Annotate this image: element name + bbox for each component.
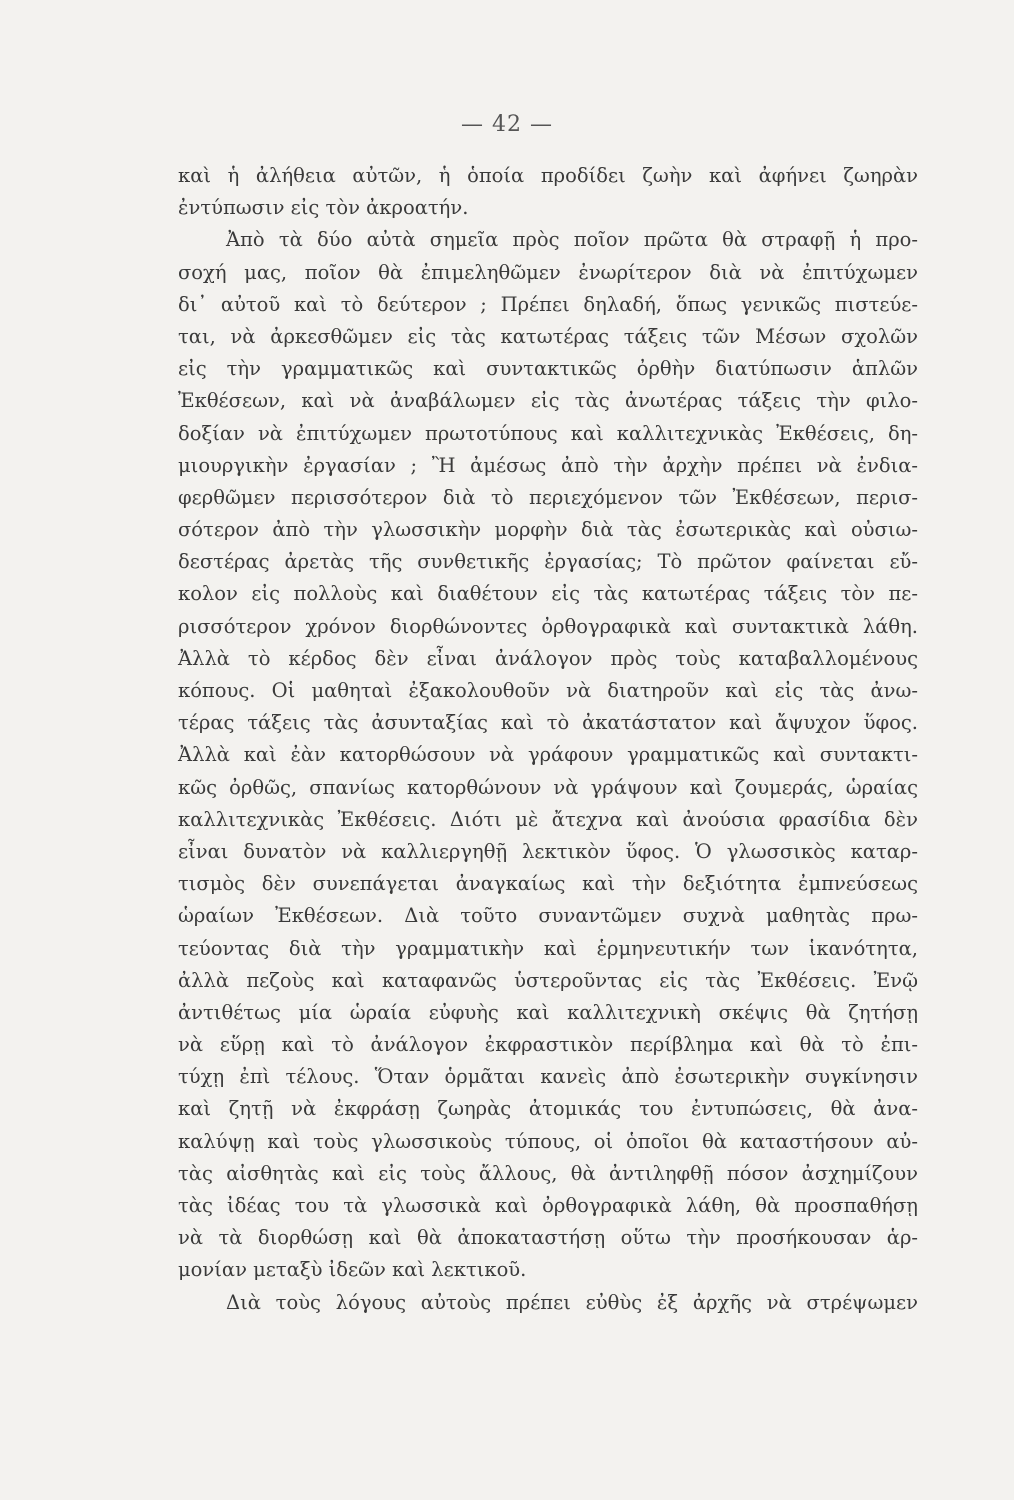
text-line: τὰς αἰσθητὰς καὶ εἰς τοὺς ἄλλους, θὰ ἀντιληφθῇ πόσον ἀσχημίζουν [178, 1161, 918, 1185]
text-line: νὰ τὰ διορθώσῃ καὶ θὰ ἀποκαταστήσῃ οὕτω τὴν προσήκουσαν ἁρ- [178, 1226, 918, 1250]
text-line: κολον εἰς πολλοὺς καὶ διαθέτουν εἰς τὰς κατωτέρας τάξεις τὸν πε- [178, 582, 918, 606]
text-line: καλλιτεχνικὰς Ἐκθέσεις. Διότι μὲ ἄτεχνα καὶ ἀνούσια φρασίδια δὲν [178, 807, 918, 831]
body-text [178, 160, 918, 1319]
text-line: ρισσότερον χρόνον διορθώνοντες ὀρθογραφικὰ καὶ συντακτικὰ λάθη. [178, 614, 918, 638]
text-line: τὰς ἰδέας του τὰ γλωσσικὰ καὶ ὀρθογραφικὰ λάθη, θὰ προσπαθήσῃ [178, 1194, 918, 1217]
text-line: ἀλλὰ πεζοὺς καὶ καταφανῶς ὑστεροῦντας εἰς τὰς Ἐκθέσεις. Ἐνῷ [178, 968, 918, 992]
text-line: κόπους. Οἱ μαθηταὶ ἐξακολουθοῦν νὰ διατηροῦν καὶ εἰς τὰς ἀνω- [178, 679, 918, 702]
text-line: τεύοντας διὰ τὴν γραμματικὴν καὶ ἑρμηνευτικήν των ἱκανότητα, [178, 936, 918, 960]
text-line: τισμὸς δὲν συνεπάγεται ἀναγκαίως καὶ τὴν δεξιότητα ἐμπνεύσεως [178, 872, 918, 896]
text-line: δεστέρας ἀρετὰς τῆς συνθετικῆς ἐργασίας; Τὸ πρῶτον φαίνεται εὔ- [178, 550, 918, 574]
text-line: καὶ ζητῇ νὰ ἐκφράσῃ ζωηρὰς ἀτομικάς του ἐντυπώσεις, θὰ ἀνα- [178, 1097, 918, 1121]
text-line: ται, νὰ ἀρκεσθῶμεν εἰς τὰς κατωτέρας τάξεις τῶν Μέσων σχολῶν [178, 324, 918, 348]
text-line: δοξίαν νὰ ἐπιτύχωμεν πρωτοτύπους καὶ καλλιτεχνικὰς Ἐκθέσεις, δη- [178, 421, 918, 445]
text-line: εἰς τὴν γραμματικῶς καὶ συντακτικῶς ὀρθὴν διατύπωσιν ἁπλῶν [178, 357, 918, 381]
text-line: τέρας τάξεις τὰς ἀσυνταξίας καὶ τὸ ἀκατάστατον καὶ ἄψυχον ὕφος. [178, 711, 918, 735]
text-line: φερθῶμεν περισσότερον διὰ τὸ περιεχόμενον τῶν Ἐκθέσεων, περισ- [178, 485, 918, 509]
text-line: καὶ ἡ ἀλήθεια αὐτῶν, ἡ ὁποία προδίδει ζωὴν καὶ ἀφήνει ζωηρὰν [178, 164, 918, 187]
text-line: τύχῃ ἐπὶ τέλους. Ὅταν ὁρμᾶται κανεὶς ἀπὸ ἐσωτερικὴν συγκίνησιν [178, 1065, 918, 1089]
text-line: Διὰ τοὺς λόγους αὐτοὺς πρέπει εὐθὺς ἐξ ἀρχῆς νὰ στρέψωμεν [226, 1290, 918, 1314]
text-line: σοχή μας, ποῖον θὰ ἐπιμεληθῶμεν ἐνωρίτερον διὰ νὰ ἐπιτύχωμεν [178, 260, 918, 284]
text-line: μιουργικὴν ἐργασίαν ; Ἢ ἀμέσως ἀπὸ τὴν ἀρχὴν πρέπει νὰ ἐνδια- [178, 453, 918, 477]
text-line: ἀντιθέτως μία ὡραία εὐφυὴς καὶ καλλιτεχνικὴ σκέψις θὰ ζητήσῃ [178, 1000, 918, 1024]
text-line: Ἀπὸ τὰ δύο αὐτὰ σημεῖα πρὸς ποῖον πρῶτα θὰ στραφῇ ἡ προ- [226, 228, 918, 252]
text-line: σότερον ἀπὸ τὴν γλωσσικὴν μορφὴν διὰ τὰς ἐσωτερικὰς καὶ οὐσιω- [178, 518, 918, 542]
text-line: νὰ εὕρῃ καὶ τὸ ἀνάλογον ἐκφραστικὸν περίβλημα καὶ θὰ τὸ ἐπι- [178, 1033, 918, 1057]
text-line: κῶς ὀρθῶς, σπανίως κατορθώνουν νὰ γράψουν καὶ ζουμεράς, ὡραίας [178, 775, 918, 799]
text-line: δι᾽ αὐτοῦ καὶ τὸ δεύτερον ; Πρέπει δηλαδή, ὅπως γενικῶς πιστεύε- [178, 292, 918, 316]
text-line: μονίαν μεταξὺ ἰδεῶν καὶ λεκτικοῦ. [178, 1258, 527, 1282]
text-line: ἐντύπωσιν εἰς τὸν ἀκροατήν. [178, 196, 469, 220]
text-line: εἶναι δυνατὸν νὰ καλλιεργηθῇ λεκτικὸν ὕφος. Ὁ γλωσσικὸς καταρ- [178, 839, 918, 863]
text-line: Ἀλλὰ καὶ ἐὰν κατορθώσουν νὰ γράφουν γραμματικῶς καὶ συντακτι- [178, 743, 918, 767]
page-number: — 42 — [461, 112, 553, 137]
text-line: ὡραίων Ἐκθέσεων. Διὰ τοῦτο συναντῶμεν συχνὰ μαθητὰς πρω- [178, 904, 918, 928]
text-line: Ἀλλὰ τὸ κέρδος δὲν εἶναι ἀνάλογον πρὸς τοὺς καταβαλλομένους [178, 646, 918, 670]
text-line: καλύψῃ καὶ τοὺς γλωσσικοὺς τύπους, οἱ ὁποῖοι θὰ καταστήσουν αὐ- [178, 1129, 918, 1153]
text-line: Ἐκθέσεων, καὶ νὰ ἀναβάλωμεν εἰς τὰς ἀνωτέρας τάξεις τὴν φιλο- [178, 389, 918, 413]
